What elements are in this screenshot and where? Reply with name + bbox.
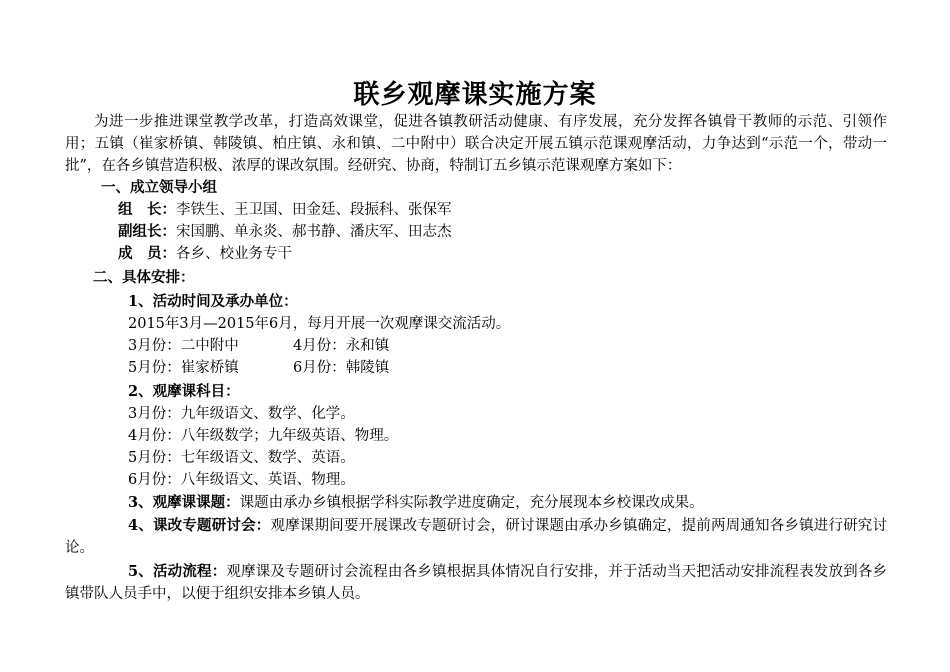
intro-paragraph: 为进一步推进课堂教学改革，打造高效课堂，促进各镇教研活动健康、有序发展，充分发挥各镇骨干教师的示范、引领作用；五镇（崔家桥镇、韩陵镇、柏庄镇、永和镇、二中附中）联合决定开展五镇示范课观摩活动，力争达到“示范一个，带动一批”，在各乡镇营造积极、浓厚的课改氛围。经研究、协商，特制订五乡镇示范课观摩方案如下： <box>65 114 887 174</box>
item4-text: 观摩课期间要开展课改专题研讨会，研讨课题由承办乡镇确定，提前两周通知各乡镇进行研究讨论。 <box>65 518 887 556</box>
leader-value: 李铁生、王卫国、田金廷、段振科、张保军 <box>176 202 452 218</box>
deputy-row <box>118 221 452 243</box>
section2-heading: 二、具体安排： <box>93 269 195 286</box>
item3-label: 3、观摩课课题： <box>128 494 240 511</box>
item1-row-a <box>128 335 389 357</box>
item3-text: 课题由承办乡镇根据学科实际教学进度确定，充分展现本乡校课改成果。 <box>239 495 704 511</box>
item5-text: 观摩课及专题研讨会流程由各乡镇根据具体情况自行安排，并于活动当天把活动安排流程表发放到各乡镇带队人员手中，以便于组织安排本乡镇人员。 <box>65 564 888 602</box>
member-row <box>118 243 292 265</box>
item1-period: 2015年3月—2015年6月，每月开展一次观摩课交流活动。 <box>128 316 511 332</box>
item4-paragraph <box>65 515 887 559</box>
item3-paragraph <box>65 492 887 514</box>
item4-label: 4、课改专题研讨会： <box>128 517 271 534</box>
member-value: 各乡、校业务专干 <box>176 246 292 262</box>
item2-mar: 3月份：九年级语文、数学、化学。 <box>128 406 355 422</box>
document-title: 联乡观摩课实施方案 <box>353 80 597 110</box>
item2-may: 5月份：七年级语文、数学、英语。 <box>128 450 355 466</box>
item1-jun: 6月份：韩陵镇 <box>293 360 390 376</box>
member-label: 成 员： <box>118 245 176 262</box>
leader-row <box>118 199 452 221</box>
deputy-value: 宋国鹏、单永炎、郝书静、潘庆军、田志杰 <box>176 224 452 240</box>
item1-mar: 3月份：二中附中 <box>128 338 239 354</box>
section1-heading: 一、成立领导小组 <box>101 179 217 196</box>
item2-jun: 6月份：八年级语文、英语、物理。 <box>128 472 355 488</box>
item1-row-b <box>128 357 389 379</box>
item5-label: 5、活动流程： <box>128 563 227 580</box>
item1-apr: 4月份：永和镇 <box>293 338 390 354</box>
item1-may: 5月份：崔家桥镇 <box>128 360 239 376</box>
item2-heading: 2、观摩课科目： <box>128 383 240 400</box>
item1-heading: 1、活动时间及承办单位： <box>128 293 298 310</box>
leader-label: 组 长： <box>118 201 176 218</box>
deputy-label: 副组长： <box>118 223 176 240</box>
item5-paragraph <box>65 561 887 605</box>
item2-apr: 4月份：八年级数学；九年级英语、物理。 <box>128 428 399 444</box>
